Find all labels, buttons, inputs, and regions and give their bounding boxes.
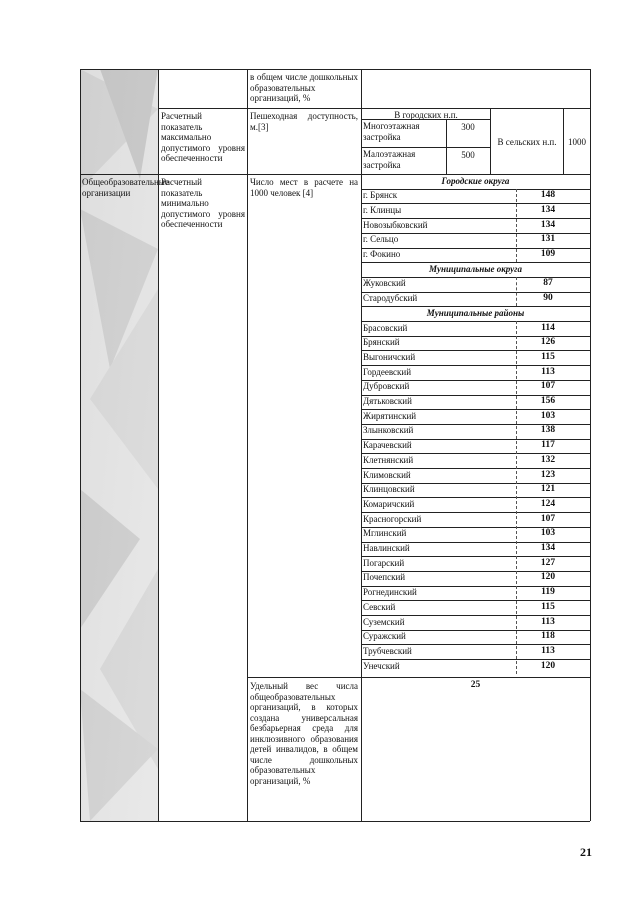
table-row-name: Суражский [363, 631, 406, 642]
group-header: Муниципальные районы [426, 307, 525, 318]
page-number: 21 [580, 845, 592, 859]
table-row-name: Комаричский [363, 498, 415, 509]
table-row-name: Стародубский [363, 293, 418, 304]
table-row-name: Брасовский [363, 322, 408, 333]
table-row-value: 156 [540, 396, 556, 406]
table-row-value: 123 [540, 469, 556, 480]
table-row-name: Погарский [363, 557, 405, 568]
low-rise-value: 500 [461, 150, 475, 160]
table-row-value: 115 [541, 351, 555, 362]
table-row-value: 115 [541, 601, 555, 612]
urban-header: В городских н.п. [394, 110, 458, 120]
table-row-name: Гордеевский [363, 366, 412, 377]
table-row-name: Жирятинский [363, 410, 417, 421]
table-row-name: г. Клинцы [363, 204, 402, 215]
places-per-1000-label: Число мест в расчете на 1000 человек [4] [250, 177, 358, 198]
table-row-value: 118 [541, 631, 555, 642]
table-row-name: Клетнянский [363, 454, 414, 465]
table-row-name: Трубчевский [363, 645, 412, 656]
table-row-name: Выгоничский [363, 351, 416, 362]
table-row-name: Севский [363, 601, 396, 612]
table-row-name: Навлинский [363, 543, 410, 553]
min-level-indicator: Расчетный показатель минимально допустимого уровня обеспеченности [161, 177, 245, 229]
table-row-value: 107 [540, 381, 556, 392]
table-row-value: 113 [541, 616, 555, 627]
max-level-indicator: Расчетный показатель максимально допустимого уровня обеспеченности [161, 111, 245, 163]
table-row-name: Суземский [363, 616, 405, 627]
table-row-name: Дятьковский [363, 396, 412, 406]
table-row-value: 87 [543, 278, 553, 289]
table-row-name: Новозыбковский [363, 219, 428, 230]
category-label: Общеобразовательные организации [82, 177, 169, 198]
table-row-value: 134 [540, 543, 556, 553]
low-rise-label: Малоэтажная застройка [363, 149, 416, 170]
rural-value: 1000 [568, 137, 586, 147]
table-row-name: Почепский [363, 572, 406, 583]
rural-label: В сельских н.п. [497, 137, 557, 147]
table-row-value: 119 [541, 587, 555, 598]
table-row-name: г. Фокино [363, 249, 401, 259]
table-row-value: 109 [540, 249, 556, 259]
table-row-value: 131 [540, 234, 556, 245]
table-row-value: 107 [540, 513, 556, 524]
table-row-name: Рогнединский [363, 587, 417, 598]
table-row-name: Клинцовский [363, 484, 415, 495]
table-row-value: 138 [540, 425, 556, 436]
table-row-name: Брянский [363, 337, 400, 348]
group-header: Городские округа [441, 175, 510, 186]
multi-storey-value: 300 [461, 122, 475, 132]
table-row-value: 113 [541, 645, 555, 656]
table-row-name: Злынковский [363, 425, 414, 436]
table-row-value: 117 [541, 440, 555, 451]
table-row-value: 113 [541, 366, 555, 377]
table-row-value: 114 [541, 322, 555, 333]
table-row-value: 103 [540, 410, 556, 421]
barrier-free-share-value: 25 [470, 680, 481, 690]
table-row-value: 90 [543, 293, 553, 304]
table-row-name: г. Брянск [363, 190, 398, 201]
table-row-value: 120 [540, 572, 556, 583]
table-row-value: 120 [540, 660, 556, 671]
table-row-name: Климовский [363, 469, 411, 480]
multi-storey-label: Многоэтажная застройка [363, 121, 420, 142]
top-indicator-tail: в общем числе дошкольных образовательных организаций, % [250, 72, 358, 103]
walking-distance-label: Пешеходная доступность, м.[3] [250, 111, 358, 132]
table-row-value: 132 [540, 454, 556, 465]
table-row-value: 127 [540, 557, 556, 568]
table-row-value: 103 [540, 528, 556, 539]
table-row-value: 124 [540, 498, 556, 509]
group-header: Муниципальные округа [429, 263, 522, 274]
table-row-value: 134 [540, 204, 556, 215]
table-row-value: 126 [540, 337, 556, 348]
table-row-value: 148 [540, 190, 556, 201]
table-row-name: Карачевский [363, 440, 412, 451]
barrier-free-share-label: Удельный вес числа общеобразовательных организаций, в которых создана универсальная безбарьерная среда для инклюзивного образования детей инвалидов, в общем числе дошкольных образовательных организаций, % [250, 681, 358, 786]
table-row-value: 121 [540, 484, 556, 495]
table-row-name: Дубровский [363, 381, 410, 392]
table-row-name: Красногорский [363, 513, 422, 524]
table-row-value: 134 [540, 219, 556, 230]
table-row-name: Мглинский [363, 528, 407, 539]
table-row-name: г. Сельцо [363, 234, 399, 245]
table-row-name: Унечский [363, 660, 400, 671]
table-row-name: Жуковский [363, 278, 406, 289]
